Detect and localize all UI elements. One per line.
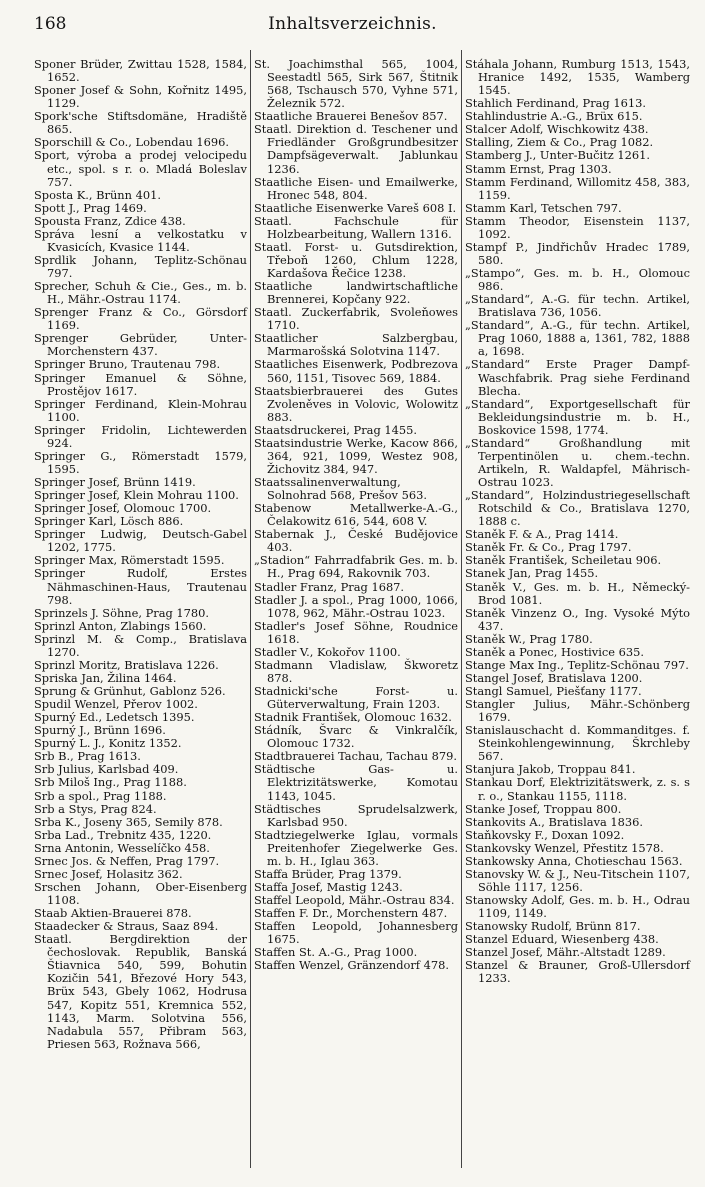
index-entry: Staněk W., Prag 1780. bbox=[465, 631, 593, 646]
index-entry: Stanislauschacht d. Kommanditges. f. Steinkohlengewinnung, Škrchleby 567. bbox=[465, 723, 690, 764]
index-entry: Stamm Theodor, Eisenstein 1137, 1092. bbox=[465, 213, 690, 241]
index-entry: Stanowsky Adolf, Ges. m. b. H., Odrau 1109, 1149. bbox=[465, 893, 690, 921]
index-entry: Staněk V., Ges. m. b. H., Německý-Brod 1081. bbox=[465, 579, 690, 607]
index-entry: Stadler J. a spol., Prag 1000, 1066, 1078, 962, Mähr.-Ostrau 1023. bbox=[254, 592, 458, 620]
index-entry: Springer Ludwig, Deutsch-Gabel 1202, 1775. bbox=[34, 527, 247, 555]
index-entry: Srb a spol., Prag 1188. bbox=[34, 788, 167, 803]
index-entry: Staadecker & Straus, Saaz 894. bbox=[34, 919, 219, 934]
index-entry: Stankovsky Wenzel, Přestitz 1578. bbox=[465, 840, 664, 855]
index-entry: Sprung & Grünhut, Gablonz 526. bbox=[34, 684, 226, 698]
index-entry: „Standard“, Exportgesellschaft für Bekleidungsindustrie m. b. H., Boskovice 1598, 1774. bbox=[465, 396, 690, 437]
index-entry: Springer Rudolf, Erstes Nähmaschinen-Haus, Trautenau 798. bbox=[34, 566, 247, 607]
index-entry: Spriska Jan, Žilina 1464. bbox=[34, 670, 177, 685]
index-entry: Staněk Vinzenz O., Ing. Vysoké Mýto 437. bbox=[465, 605, 690, 633]
index-entry: Spurný J., Brünn 1696. bbox=[34, 723, 166, 738]
index-entry: Staatliche Brauerei Benešov 857. bbox=[254, 109, 448, 124]
index-entry: Spurný Ed., Ledetsch 1395. bbox=[34, 710, 195, 725]
index-entry: Stamm Karl, Tetschen 797. bbox=[465, 200, 622, 215]
index-entry: Spudil Wenzel, Přerov 1002. bbox=[34, 697, 198, 712]
index-entry: Sprinzels J. Söhne, Prag 1780. bbox=[34, 605, 210, 620]
index-entry: Stalcer Adolf, Wischkowitz 438. bbox=[465, 122, 649, 137]
index-entry: Staffen Wenzel, Gränzendorf 478. bbox=[254, 958, 449, 973]
index-entry: Stabenow Metallwerke-A.-G., Čelakowitz 616, 544, 608 V. bbox=[254, 501, 458, 529]
index-entry: Stamm Ferdinand, Willomitz 458, 383, 1159. bbox=[465, 174, 690, 202]
index-entry: Srb a Stys, Prag 824. bbox=[34, 801, 157, 816]
index-entry: Stanzel Josef, Mähr.-Altstadt 1289. bbox=[465, 945, 666, 960]
index-entry: Stampf P., Jindřichův Hradec 1789, 580. bbox=[465, 239, 690, 267]
index-entry: Staffen St. A.-G., Prag 1000. bbox=[254, 945, 418, 960]
index-entry: Staněk Fr. & Co., Prag 1797. bbox=[465, 540, 632, 555]
index-entry: Springer G., Römerstadt 1579, 1595. bbox=[34, 448, 247, 476]
index-entry: Stádník, Švarc & Vinkralčík, Olomouc 1732. bbox=[254, 723, 458, 751]
page-number: 168 bbox=[34, 14, 67, 34]
running-title: Inhaltsverzeichnis. bbox=[268, 14, 437, 34]
index-entry: Sprenger Franz & Co., Görsdorf 1169. bbox=[34, 305, 247, 333]
index-entry: Staatliche Eisen- und Emailwerke, Hronec 548, 804. bbox=[254, 174, 458, 202]
index-entry: Springer Emanuel & Söhne, Prostějov 1617. bbox=[34, 370, 247, 398]
index-entry: Spousta Franz, Zdice 438. bbox=[34, 213, 186, 228]
index-entry: Stangler Julius, Mähr.-Schönberg 1679. bbox=[465, 697, 690, 725]
index-entry: Staatsbierbrauerei des Gutes Zvoleněves in Volovic, Wolowitz 883. bbox=[254, 383, 458, 424]
index-entry: „Standard“, A.-G. für techn. Artikel, Bratislava 736, 1056. bbox=[465, 292, 690, 320]
index-entry: Sprdlik Johann, Teplitz-Schönau 797. bbox=[34, 252, 247, 280]
index-entry: Sprinzl Anton, Zlabings 1560. bbox=[34, 618, 207, 633]
index-entry: Staněk František, Scheiletau 906. bbox=[465, 553, 662, 568]
index-entry: Sprinzl Moritz, Bratislava 1226. bbox=[34, 657, 219, 672]
index-entry: Städtisches Sprudelsalzwerk, Karlsbad 950. bbox=[254, 801, 458, 829]
index-entry: Staatsdruckerei, Prag 1455. bbox=[254, 422, 417, 437]
index-column-1 bbox=[34, 58, 247, 1051]
index-entry: Stadler V., Kokořov 1100. bbox=[254, 644, 401, 659]
index-entry: „Standard“, A.-G., für techn. Artikel, Prag 1060, 1888 a, 1361, 782, 1888 a, 1698. bbox=[465, 318, 690, 359]
index-entry: Staffel Leopold, Mähr.-Ostrau 834. bbox=[254, 893, 455, 907]
index-entry: Sprenger Gebrüder, Unter-Morchenstern 437. bbox=[34, 331, 247, 359]
index-entry: Stadnicki'sche Forst- u. Güterverwaltung, Frain 1203. bbox=[254, 684, 458, 712]
index-entry: „Standard“ Erste Prager Dampf-Waschfabrik. Prag siehe Ferdinand Blecha. bbox=[465, 357, 690, 398]
index-entry: Staatssalinenverwaltung, Solnohrad 568, Prešov 563. bbox=[254, 475, 427, 503]
index-entry: Sposta K., Brünn 401. bbox=[34, 187, 161, 202]
index-entry: Stahlich Ferdinand, Prag 1613. bbox=[465, 96, 646, 111]
index-entry: Stanovsky W. & J., Neu-Titschein 1107, Söhle 1117, 1256. bbox=[465, 866, 690, 894]
index-entry: Stanzel Eduard, Wiesenberg 438. bbox=[465, 932, 659, 947]
index-entry: Springer Ferdinand, Klein-Mohrau 1100. bbox=[34, 396, 247, 424]
index-entry: Stáhala Johann, Rumburg 1513, 1543, Hranice 1492, 1535, Wamberg 1545. bbox=[465, 57, 690, 98]
index-entry: Staatsindustrie Werke, Kacow 866, 364, 921, 1099, Westez 908, Žichovitz 384, 947. bbox=[254, 435, 458, 476]
index-entry: „Stampo“, Ges. m. b. H., Olomouc 986. bbox=[465, 266, 690, 294]
index-entry: Spork'sche Stiftsdomäne, Hradiště 865. bbox=[34, 109, 247, 137]
index-entry: Stadnik František, Olomouc 1632. bbox=[254, 710, 452, 725]
index-entry: Stanjura Jakob, Troppau 841. bbox=[465, 762, 636, 777]
index-entry: Spurný L. J., Konitz 1352. bbox=[34, 736, 182, 751]
index-entry: Srschen Johann, Ober-Eisenberg 1108. bbox=[34, 879, 247, 907]
index-entry: Stadtziegelwerke Iglau, vormals Preitenhofer Ziegelwerke Ges. m. b. H., Iglau 363. bbox=[254, 827, 458, 868]
index-entry: Staatl. Forst- u. Gutsdirektion, Třeboň 1260, Chlum 1228, Kardašova Řečice 1238. bbox=[254, 239, 458, 280]
index-entry: Srnec Jos. & Neffen, Prag 1797. bbox=[34, 853, 220, 868]
column-rule-right bbox=[461, 50, 462, 1168]
index-entry: Staatlicher Salzbergbau, Marmarošská Solotvina 1147. bbox=[254, 331, 458, 359]
index-entry: Stangl Samuel, Piešťany 1177. bbox=[465, 684, 642, 698]
index-entry: Sprinzl M. & Comp., Bratislava 1270. bbox=[34, 631, 247, 659]
index-entry: Stabernak J., České Budějovice 403. bbox=[254, 527, 458, 555]
index-entry: Springer Max, Römerstadt 1595. bbox=[34, 553, 225, 568]
index-entry: Springer Josef, Klein Mohrau 1100. bbox=[34, 488, 239, 503]
index-entry: Sporschill & Co., Lobendau 1696. bbox=[34, 135, 229, 150]
index-entry: „Standard“ Großhandlung mit Terpentinölen u. chem.-techn. Artikeln, R. Waldapfel, Mährisch-Ostrau 1023. bbox=[465, 435, 690, 489]
index-entry: Städtische Gas- u. Elektrizitätswerke, Komotau 1143, 1045. bbox=[254, 762, 458, 803]
index-column-3 bbox=[465, 58, 690, 985]
index-entry: Sprecher, Schuh & Cie., Ges., m. b. H., Mähr.-Ostrau 1174. bbox=[34, 279, 247, 307]
index-entry: Staatl. Zuckerfabrik, Svoleňowes 1710. bbox=[254, 305, 458, 333]
column-rule-left bbox=[250, 50, 251, 1168]
index-entry: „Stadion“ Fahrradfabrik Ges. m. b. H., Prag 694, Rakovnik 703. bbox=[254, 553, 458, 581]
index-entry: Staatliche landwirtschaftliche Brennerei, Kopčany 922. bbox=[254, 279, 458, 307]
index-entry: Stadmann Vladislaw, Škworetz 878. bbox=[254, 657, 458, 685]
index-entry: Srb B., Prag 1613. bbox=[34, 749, 141, 764]
index-entry: Stadler's Josef Söhne, Roudnice 1618. bbox=[254, 618, 458, 646]
index-entry: Stanek Jan, Prag 1455. bbox=[465, 566, 599, 581]
index-entry: Stanowsky Rudolf, Brünn 817. bbox=[465, 919, 641, 934]
index-entry: Sponer Brüder, Zwittau 1528, 1584, 1652. bbox=[34, 57, 247, 85]
index-entry: Srnec Josef, Holasitz 362. bbox=[34, 866, 183, 881]
index-entry: Srb Miloš Ing., Prag 1188. bbox=[34, 775, 187, 790]
index-entry: Staffen F. Dr., Morchenstern 487. bbox=[254, 906, 448, 921]
index-entry: St. Joachimsthal 565, 1004, Seestadtl 565, Sirk 567, Štitnik 568, Tschausch 570, Vyhne 571, Železnik 572. bbox=[254, 57, 458, 111]
index-entry: Srna Antonin, Wesselíčko 458. bbox=[34, 840, 210, 855]
index-entry: Srba Lad., Trebnitz 435, 1220. bbox=[34, 827, 212, 842]
index-entry: Staffen Leopold, Johannesberg 1675. bbox=[254, 919, 458, 947]
index-entry: Stahlindustrie A.-G., Brüx 615. bbox=[465, 109, 643, 124]
index-entry: Stangel Josef, Bratislava 1200. bbox=[465, 670, 643, 685]
index-entry: „Standard“, Holzindustriegesellschaft Rotschild & Co., Bratislava 1270, 1888 c. bbox=[465, 488, 690, 529]
index-entry: Sponer Josef & Sohn, Kořnitz 1495, 1129. bbox=[34, 83, 247, 111]
index-entry: Stanzel & Brauner, Groß-Ullersdorf 1233. bbox=[465, 958, 690, 986]
index-entry: Stange Max Ing., Teplitz-Schönau 797. bbox=[465, 657, 689, 672]
index-entry: Stamm Ernst, Prag 1303. bbox=[465, 161, 612, 176]
index-entry: Springer Bruno, Trautenau 798. bbox=[34, 357, 221, 372]
index-entry: Staab Aktien-Brauerei 878. bbox=[34, 906, 192, 921]
index-column-2 bbox=[254, 58, 458, 972]
index-entry: Správa lesní a velkostatku v Kvasicích, Kvasice 1144. bbox=[34, 226, 247, 254]
index-entry: Staffa Brüder, Prag 1379. bbox=[254, 866, 402, 881]
index-entry: Staatliches Eisenwerk, Podbrezova 560, 1151, Tisovec 569, 1884. bbox=[254, 357, 458, 385]
index-entry: Stankovits A., Bratislava 1836. bbox=[465, 814, 644, 829]
index-entry: Staněk a Ponec, Hostivice 635. bbox=[465, 644, 644, 659]
index-entry: Stadler Franz, Prag 1687. bbox=[254, 579, 405, 594]
index-entry: Srba K., Joseny 365, Semily 878. bbox=[34, 814, 223, 829]
index-entry: Sport, výroba a prodej velocipedu etc., spol. s r. o. Mladá Boleslav 757. bbox=[34, 148, 247, 189]
index-entry: Srb Julius, Karlsbad 409. bbox=[34, 762, 179, 777]
index-entry: Staffa Josef, Mastig 1243. bbox=[254, 879, 403, 894]
index-entry: Staatliche Eisenwerke Vareš 608 I. bbox=[254, 200, 457, 215]
index-entry: Stadtbrauerei Tachau, Tachau 879. bbox=[254, 749, 458, 764]
index-entry: Stamberg J., Unter-Bučitz 1261. bbox=[465, 148, 650, 163]
index-entry: Springer Josef, Brünn 1419. bbox=[34, 475, 196, 489]
index-entry: Stankowsky Anna, Chotieschau 1563. bbox=[465, 853, 683, 868]
index-entry: Springer Fridolin, Lichtewerden 924. bbox=[34, 422, 247, 450]
index-entry: Stanke Josef, Troppau 800. bbox=[465, 801, 622, 816]
index-entry: Spott J., Prag 1469. bbox=[34, 200, 147, 215]
index-entry: Staatl. Bergdirektion der čechoslovak. Republik, Banská Štiavnica 540, 599, Bohutin Kozičin 541, Březové Hory 543, Brüx 543, Gbely 1062, Hodrusa 547, Kopitz 551, Kremnica 552, 1143, Marm. Solotvina 556, Nadabula 557, Přibram 563, Priesen 563, Rožnava 566, bbox=[34, 932, 247, 1051]
index-entry: Staatl. Fachschule für Holzbearbeitung, Wallern 1316. bbox=[254, 213, 458, 241]
index-entry: Staněk F. & A., Prag 1414. bbox=[465, 527, 619, 542]
index-entry: Springer Karl, Lösch 886. bbox=[34, 514, 184, 529]
index-entry: Stankau Dorf, Elektrizitätswerk, z. s. s r. o., Stankau 1155, 1118. bbox=[465, 775, 690, 803]
index-entry: Stalling, Ziem & Co., Prag 1082. bbox=[465, 135, 654, 150]
index-entry: Springer Josef, Olomouc 1700. bbox=[34, 501, 212, 516]
index-entry: Staňkovsky F., Doxan 1092. bbox=[465, 827, 625, 842]
index-entry: Staatl. Direktion d. Teschener und Friedländer Großgrundbesitzer Dampfsägeverwalt. Jablunkau 1236. bbox=[254, 122, 458, 176]
